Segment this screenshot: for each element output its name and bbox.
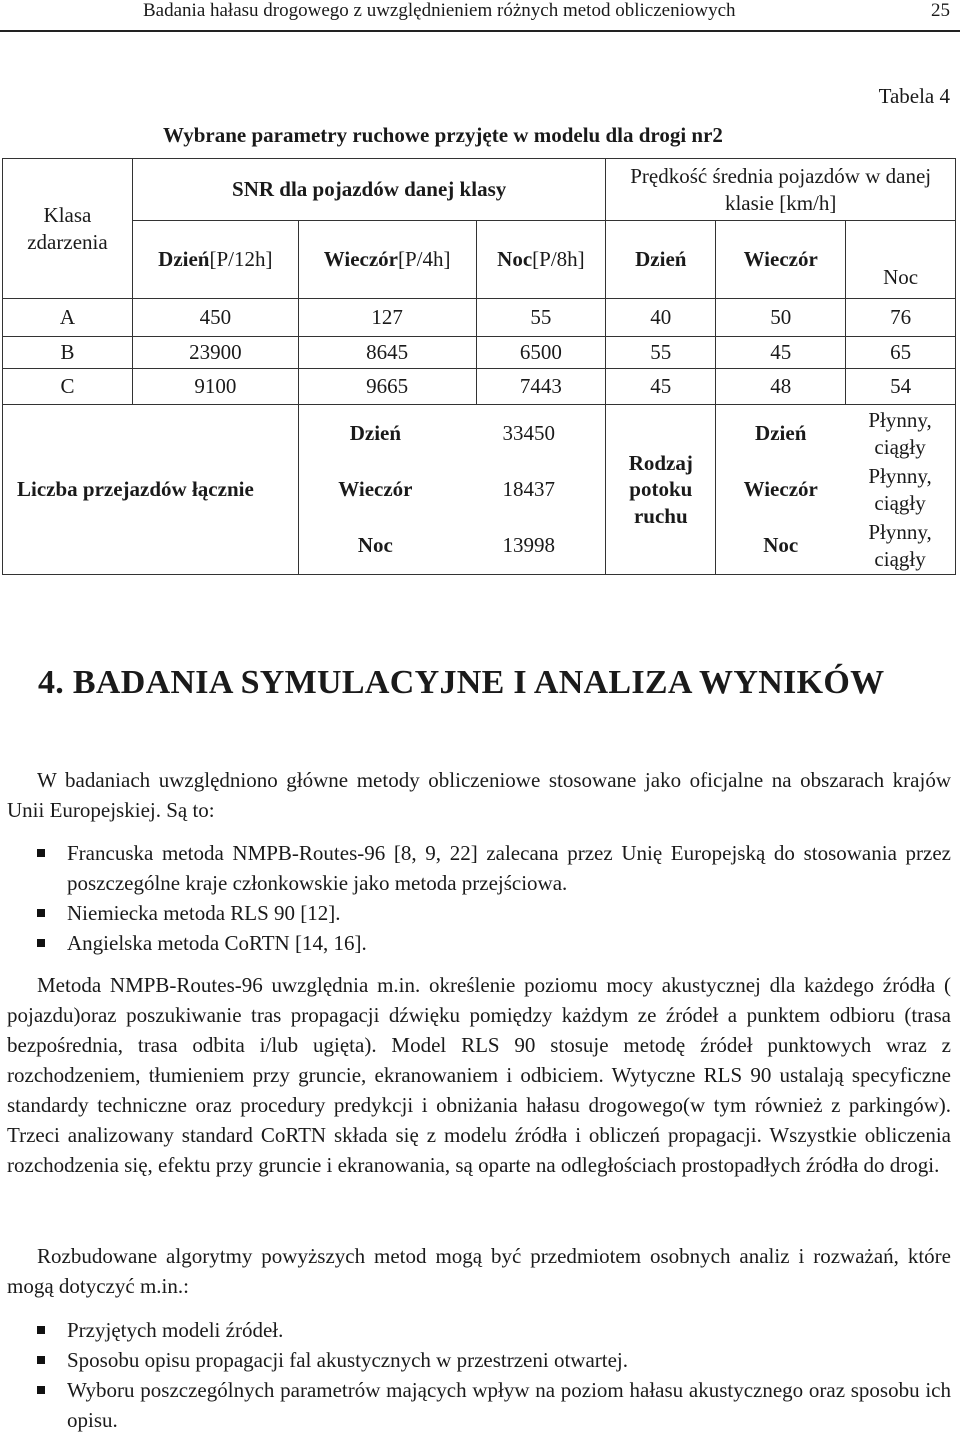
methods-list <box>7 838 951 958</box>
list-item: Niemiecka metoda RLS 90 [12]. <box>7 898 951 928</box>
table-row: A 450 127 55 40 50 76 <box>3 299 956 337</box>
total-value-noc: 13998 <box>502 533 555 558</box>
list-item: Francuska metoda NMPB-Routes-96 [8, 9, 22] zalecana przez Unię Europejską do stosowania przez poszczególne kraje członkowskie jako metoda przejściowa. <box>7 838 951 898</box>
col-noc-speed: Noc <box>846 221 956 299</box>
totals-row <box>3 405 956 575</box>
bullet-icon <box>37 1386 45 1394</box>
speed-group-header: Prędkość średnia pojazdów w danej klasie [km/h] <box>606 159 956 221</box>
topics-list <box>7 1315 951 1435</box>
body-paragraph-2: Rozbudowane algorytmy powyższych metod mogą być przedmiotem osobnych analiz i rozważań, które mogą dotyczyć m.in.: <box>7 1244 951 1298</box>
table-label: Tabela 4 <box>878 84 950 108</box>
list-item: Przyjętych modeli źródeł. <box>7 1315 951 1345</box>
totals-label: Liczba przejazdów łącznie <box>3 405 299 575</box>
bullet-icon <box>37 939 45 947</box>
page-header <box>0 0 960 32</box>
table-row: C 9100 9665 7443 45 48 54 <box>3 369 956 405</box>
flow-value-noc: Płynny, ciągły <box>868 520 932 571</box>
class-header: Klasa zdarzenia <box>3 159 133 299</box>
section-heading: 4. BADANIA SYMULACYJNE I ANALIZA WYNIKÓW <box>38 664 885 701</box>
col-wieczor-snr: Wieczór[P/4h] <box>298 221 476 299</box>
snr-group-header: SNR dla pojazdów danej klasy <box>132 159 605 221</box>
list-item: Angielska metoda CoRTN [14, 16]. <box>7 928 951 958</box>
total-period-dzien: Dzień <box>349 421 402 446</box>
list-item: Wyboru poszczególnych parametrów mających wpływ na poziom hałasu akustycznego oraz sposobu ich opisu. <box>7 1375 951 1435</box>
col-noc-snr: Noc[P/8h] <box>476 221 606 299</box>
list-item: Sposobu opisu propagacji fal akustycznych w przestrzeni otwartej. <box>7 1345 951 1375</box>
body-paragraph: Metoda NMPB-Routes-96 uwzględnia m.in. określenie poziomu mocy akustycznej dla każdego źródła ( pojazdu)oraz poszukiwanie tras propagacji dźwięku pomiędzy każdym ze źródeł a punktem odbioru (trasa bezpośrednia, trasa odbita i/lub ugięta). Model RLS 90 stosuje metodę źródeł punktowych wraz z rozchodzeniem, tłumieniem przy gruncie, ekranowaniem i odbiciem. Wytyczne RLS 90 ustalają specyficzne standardy techniczne oraz procedury predykcji i obniżania hałasu drogowego(w tym również z parkingów). Trzeci analizowany standard CoRTN składa się z modelu źródła i obliczeń propagacji. Wszystkie obliczenia rozchodzenia się, efektu przy gruncie i ekranowania, są oparte na odległościach prostopadłych źródła do drogi. <box>7 973 951 1177</box>
total-value-wieczor: 18437 <box>502 477 555 502</box>
total-value-dzien: 33450 <box>502 421 555 446</box>
page-number: 25 <box>931 0 950 21</box>
total-period-wieczor: Wieczór <box>338 477 413 502</box>
flow-type-label: Rodzaj potoku ruchu <box>606 405 716 575</box>
parameters-table <box>2 158 956 575</box>
col-dzien-speed: Dzień <box>606 221 716 299</box>
col-dzien-snr: Dzień[P/12h] <box>132 221 298 299</box>
flow-period-noc: Noc <box>763 533 799 558</box>
bullet-icon <box>37 1326 45 1334</box>
running-title: Badania hałasu drogowego z uwzględnieniem różnych metod obliczeniowych <box>143 0 736 21</box>
flow-value-wieczor: Płynny, ciągły <box>868 464 932 515</box>
flow-value-dzien: Płynny, ciągły <box>868 408 932 459</box>
intro-paragraph: W badaniach uwzględniono główne metody obliczeniowe stosowane jako oficjalne na obszarach krajów Unii Europejskiej. Są to: <box>7 768 951 822</box>
col-wieczor-speed: Wieczór <box>716 221 846 299</box>
bullet-icon <box>37 1356 45 1364</box>
bullet-icon <box>37 909 45 917</box>
table-row: B 23900 8645 6500 55 45 65 <box>3 337 956 369</box>
table-title: Wybrane parametry ruchowe przyjęte w modelu dla drogi nr2 <box>163 123 723 147</box>
total-period-noc: Noc <box>357 533 393 558</box>
flow-period-dzien: Dzień <box>755 421 807 446</box>
bullet-icon <box>37 849 45 857</box>
flow-period-wieczor: Wieczór <box>743 477 818 502</box>
